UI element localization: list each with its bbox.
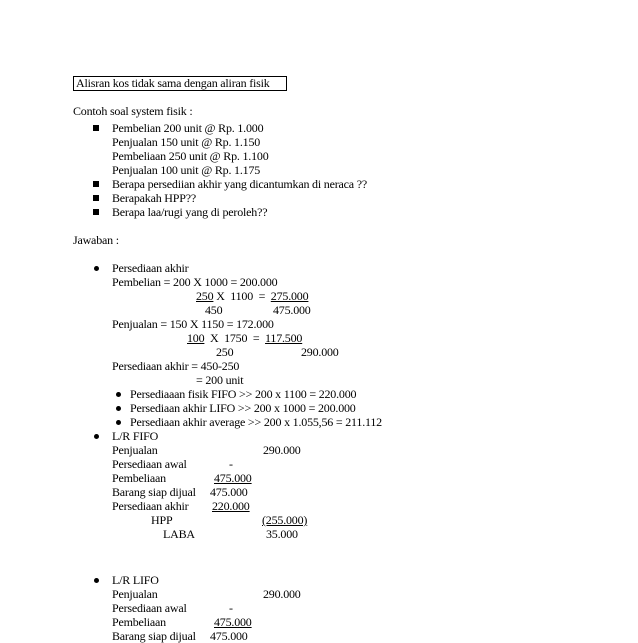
value-underlined: 275.000	[270, 289, 309, 303]
lr-value: -	[229, 601, 233, 615]
laba-value: 35.000	[266, 527, 298, 541]
penjualan-total-unit: 250	[216, 345, 234, 359]
soal-title: Contoh soal system fisik :	[73, 104, 193, 118]
lr-label: Persediaan awal	[112, 601, 187, 615]
penjualan-total-value: 290.000	[301, 345, 339, 359]
soal-line: Penjualan 150 unit @ Rp. 1.150	[112, 135, 261, 149]
round-bullet-icon	[94, 434, 99, 439]
question-item: Berapa laa/rugi yang di peroleh??	[112, 205, 268, 219]
lr-label: Barang siap dijual	[112, 629, 196, 643]
lr-label: Pembeliaan	[112, 615, 166, 629]
lr-value: 290.000	[263, 587, 301, 601]
multiplier: X 1750 =	[204, 331, 266, 345]
lr-value-underlined: 475.000	[214, 471, 252, 485]
round-bullet-icon	[116, 406, 121, 411]
value-underlined: 117.500	[265, 331, 303, 345]
lr-value: 475.000	[210, 485, 248, 499]
method-item: Persediaan akhir average >> 200 x 1.055,56 = 211.112	[130, 415, 382, 429]
lr-value-underlined: 475.000	[214, 615, 252, 629]
lr-label: Penjualan	[112, 587, 158, 601]
pembelian-row	[196, 289, 308, 303]
round-bullet-icon	[94, 578, 99, 583]
heading-box	[73, 76, 287, 91]
pembelian-total-value: 475.000	[273, 303, 311, 317]
lr-label: Pembeliaan	[112, 471, 166, 485]
unit-underlined: 250	[196, 289, 214, 303]
square-bullet-icon	[93, 125, 99, 131]
square-bullet-icon	[93, 195, 99, 201]
pembelian-total-unit: 450	[205, 303, 223, 317]
soal-line: Pembeliaan 250 unit @ Rp. 1.100	[112, 149, 269, 163]
heading-text: Alisran kos tidak sama dengan aliran fisik	[76, 76, 270, 90]
question-item: Berapa persediian akhir yang dicantumkan di neraca ??	[112, 177, 367, 191]
soal-line: Penjualan 100 unit @ Rp. 1.175	[112, 163, 261, 177]
penjualan-row	[187, 331, 302, 345]
pembelian-row: Pembelian = 200 X 1000 = 200.000	[112, 275, 278, 289]
hpp-label: HPP	[151, 513, 173, 527]
multiplier: X 1100 =	[213, 289, 271, 303]
lr-fifo-title: L/R FIFO	[112, 429, 159, 443]
jawaban-label: Jawaban :	[73, 233, 119, 247]
persediaan-akhir-row: Persediaan akhir = 450-250	[112, 359, 240, 373]
square-bullet-icon	[93, 209, 99, 215]
lr-label: Persediaan akhir	[112, 499, 189, 513]
question-item: Berapakah HPP??	[112, 191, 196, 205]
method-item: Persediaaan fisik FIFO >> 200 x 1100 = 220.000	[130, 387, 357, 401]
persediaan-akhir-title: Persediaan akhir	[112, 261, 189, 275]
soal-line: Pembelian 200 unit @ Rp. 1.000	[112, 121, 264, 135]
laba-label: LABA	[163, 527, 195, 541]
lr-value: -	[229, 457, 233, 471]
persediaan-akhir-row: = 200 unit	[196, 373, 244, 387]
hpp-value: (255.000)	[262, 513, 308, 527]
lr-value: 290.000	[263, 443, 301, 457]
method-item: Persediaan akhir LIFO >> 200 x 1000 = 200.000	[130, 401, 356, 415]
lr-value-underlined: 220.000	[212, 499, 250, 513]
lr-value: 475.000	[210, 629, 248, 643]
lr-label: Penjualan	[112, 443, 158, 457]
round-bullet-icon	[116, 392, 121, 397]
lr-lifo-title: L/R LIFO	[112, 573, 159, 587]
round-bullet-icon	[94, 266, 99, 271]
lr-label: Barang siap dijual	[112, 485, 196, 499]
round-bullet-icon	[116, 420, 121, 425]
square-bullet-icon	[93, 181, 99, 187]
penjualan-row: Penjualan = 150 X 1150 = 172.000	[112, 317, 274, 331]
unit-underlined: 100	[187, 331, 205, 345]
lr-label: Persediaan awal	[112, 457, 187, 471]
